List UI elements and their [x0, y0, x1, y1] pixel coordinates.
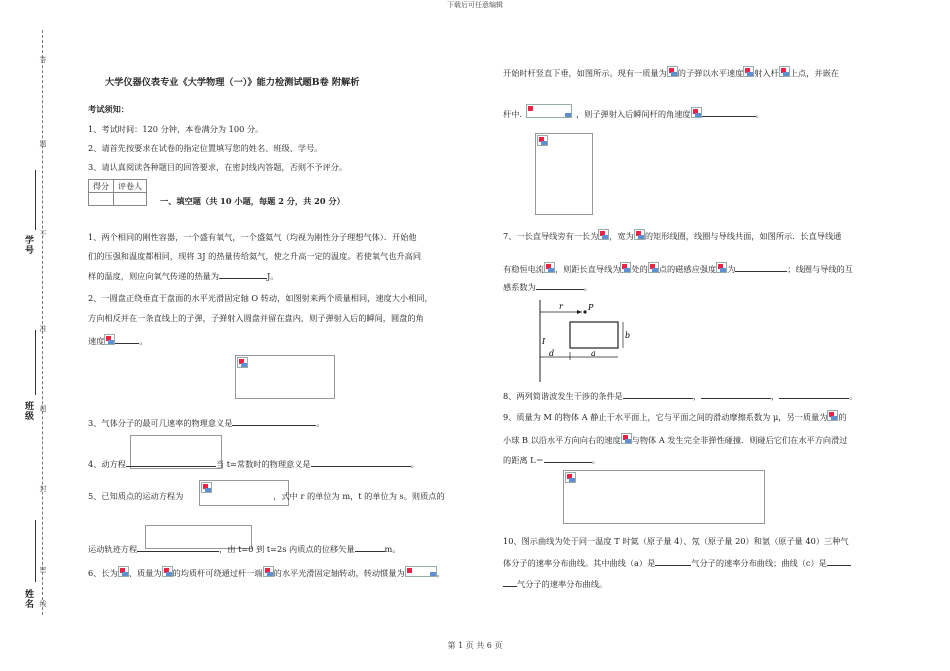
q6-text: ，: [436, 568, 445, 578]
wire-coil-diagram: [530, 300, 640, 382]
score-blank[interactable]: [89, 193, 114, 206]
q6-text: 的子弹以水平速度: [677, 68, 744, 78]
q9-text: 小球 B 以沿水平方向向右的速度: [503, 435, 621, 445]
binding-dashed-line: [42, 30, 43, 615]
q1-line: 们的压强和温度都相同，现将 3J 的热量传给氦气，使之升高一定的温度。若使氧气也升高同: [88, 251, 422, 261]
q3-answer-blank[interactable]: [232, 417, 316, 426]
notice-item: 2、请首先按要求在试卷的指定位置填写您的姓名、班级、学号。: [88, 143, 323, 153]
q1-text: 样的温度，则应向氧气传递的热量为: [88, 271, 220, 281]
label-b: b: [625, 331, 631, 340]
q9-line: [503, 410, 847, 423]
q6-text: ，则子弹射入后瞬间杆的角速度: [575, 109, 691, 119]
q5-line: [88, 491, 445, 502]
q5-displacement-blank[interactable]: [355, 543, 385, 552]
q6-line: [88, 566, 445, 579]
q5-trajectory-blank[interactable]: [137, 543, 219, 552]
q8-blank-2[interactable]: [701, 390, 771, 399]
formula-image-icon: [620, 262, 631, 273]
q6-text: 杆中.: [503, 109, 522, 119]
q7-text: ；线圈与导线的互: [787, 264, 853, 274]
margin-char: 线: [39, 600, 47, 608]
formula-image-icon: [743, 66, 754, 77]
margin-char: 准: [39, 325, 47, 333]
formula-image-icon: [691, 107, 702, 118]
label-d: d: [549, 349, 555, 358]
q10-blank-a[interactable]: [655, 557, 691, 566]
q8-sep: ，: [692, 391, 702, 401]
student-id-line: [35, 170, 36, 230]
q3-text: 3、气体分子的最可几速率的物理意义是: [88, 418, 233, 428]
grader-cell: 评卷人: [114, 180, 147, 193]
figure-placeholder: [535, 133, 593, 215]
margin-char: 封: [39, 485, 47, 493]
q5-mid: ，式中 r 的单位为 m，t 的单位为 s。则质点的: [273, 491, 445, 501]
formula-image-icon: [526, 104, 572, 118]
q5-line2-end: m。: [384, 544, 401, 554]
q7-text: 点的磁感应强度: [658, 264, 717, 274]
q7-text: 感系数为: [503, 282, 536, 292]
q9-text: 与物体 A 发生完全非弹性碰撞．则碰后它们在水平方向滑过: [631, 435, 848, 445]
q2-text: 速度: [88, 336, 105, 346]
q1-line: [88, 270, 279, 282]
grader-blank[interactable]: [114, 193, 147, 206]
q3-end: 。: [316, 418, 325, 428]
formula-image-icon: [827, 410, 838, 421]
label-i: I: [542, 337, 546, 346]
q10-text: 体分子的速率分布曲线。其中曲线（a）是: [503, 558, 656, 568]
q7-field-blank[interactable]: [735, 263, 787, 272]
q7-line3: [503, 281, 592, 293]
formula-image-icon: [104, 334, 115, 345]
q10-line: 10、图示曲线为处于同一温度 T 时氦（原子量 4）、氖（原子量 20）和氩（原子量 40）三种气: [503, 536, 849, 546]
formula-image-icon: [405, 566, 437, 577]
q6-text: 6、长为: [88, 568, 118, 578]
q6-text: 的水平光滑固定轴转动，转动惯量为: [273, 568, 405, 578]
q8-end: 。: [849, 391, 858, 401]
q5-line2: [88, 543, 401, 555]
score-table: [88, 179, 147, 206]
q3-line: [88, 417, 325, 429]
formula-image-icon: [263, 566, 274, 577]
formula-image-icon: [667, 66, 678, 77]
q7-text: ，则距长直导线为: [554, 264, 621, 274]
q6-answer-blank[interactable]: [702, 108, 756, 117]
coil-rect: [570, 322, 618, 348]
margin-char: 密: [39, 566, 47, 574]
formula-image-icon: [118, 566, 129, 577]
exam-title: 大学仪器仪表专业《大学物理（一）》能力检测试题B卷 附解析: [105, 77, 360, 88]
q6-text: 、质量为: [128, 568, 162, 578]
q2-answer-blank[interactable]: [115, 335, 139, 344]
q6-text: 。: [755, 109, 764, 119]
name-line: [35, 520, 36, 582]
q6-text: 开始时杆竖直下垂，如图所示。现有一质量为: [503, 68, 667, 78]
q6-cont-line: [503, 66, 839, 79]
q4-line: [88, 458, 419, 470]
q7-text: ，宽为: [609, 231, 634, 241]
q6-text: 射入杆: [754, 68, 779, 78]
formula-image-icon: [716, 262, 727, 273]
q4-end: 。: [410, 459, 419, 469]
margin-char: 答: [39, 56, 47, 64]
formula-image-icon: [779, 66, 790, 77]
figure-image-icon: [237, 357, 248, 368]
label-r: r: [559, 302, 563, 311]
score-cell: 得分: [89, 180, 114, 193]
q7-text: 。: [583, 282, 592, 292]
formula-image-icon: [621, 433, 632, 444]
formula-image-icon: [598, 229, 609, 240]
q8-line: [503, 390, 857, 402]
q9-text: 的距离 L＝: [503, 455, 544, 465]
q5-line2-start: 运动轨迹方程: [88, 544, 138, 554]
formula-image-icon: [544, 262, 555, 273]
q8-text: 8、两列简谐波发生干涉的条件是: [503, 391, 623, 401]
notice-item: 3、请认真阅读各种题目的回答要求，在密封线内答题，否则不予评分。: [88, 162, 348, 172]
q4-answer-blank[interactable]: [311, 458, 411, 467]
class-line: [35, 330, 36, 395]
margin-char: 不: [39, 230, 47, 238]
q9-line3: [503, 454, 600, 466]
class-label: 班级: [24, 402, 34, 422]
q7-inductance-blank[interactable]: [536, 281, 584, 290]
notice-item: 1、考试时间：120 分钟，本卷满分为 100 分。: [88, 124, 264, 134]
q10-line2: [503, 557, 851, 569]
page-footer: 第 1 页 共 6 页: [447, 641, 503, 650]
q6-text: 的均质杆可绕通过杆一端: [172, 568, 263, 578]
q4-start: 4、动方程: [88, 459, 126, 469]
q9-text: 的: [838, 412, 847, 422]
student-id-label: 学号: [24, 236, 34, 256]
figure-placeholder: [235, 355, 335, 399]
q7-text: 有稳恒电流: [503, 264, 544, 274]
figure-placeholder: [563, 470, 765, 524]
q1-end: J。: [267, 271, 279, 281]
margin-char: 题: [39, 140, 47, 148]
q9-text: 。: [591, 455, 600, 465]
q7-line2: [503, 262, 853, 275]
q8-blank-3[interactable]: [779, 390, 849, 399]
r-arrowhead: [577, 310, 582, 314]
q6-cont-line2: [503, 104, 764, 120]
section-title: 一、填空题（共 10 小题，每题 2 分，共 20 分）: [160, 196, 345, 206]
q10-blank-c-part[interactable]: [827, 557, 851, 566]
notice-heading: 考试须知：: [88, 104, 129, 114]
q4-mid: 当 t=常数时的物理意义是: [215, 459, 311, 469]
q2-end: 。: [139, 336, 148, 346]
q1-line: 1、两个相同的刚性容器，一个盛有氧气，一个盛氦气（均视为刚性分子理想气体）．开始他: [88, 232, 417, 242]
label-p: P: [588, 303, 594, 312]
figure-image-icon: [565, 472, 576, 483]
q10-line3: [503, 578, 607, 590]
figure-image-icon: [537, 135, 548, 146]
q10-text: 气分子的速率分布曲线；曲线（c）是: [691, 558, 827, 568]
q5-line2-mid: ，由 t=0 到 t=2s 内质点的位移矢量: [219, 544, 355, 554]
label-a: a: [591, 349, 596, 358]
q9-answer-blank[interactable]: [544, 454, 592, 463]
q7-text: 7、一长直导线旁有一长为: [503, 231, 599, 241]
q9-line2: [503, 433, 847, 446]
q2-line: 2、一圆盘正绕垂直于盘面的水平光滑固定轴 O 转动，如图射来两个质量相同，速度大小相同，: [88, 293, 433, 303]
q7-text: 处的: [631, 264, 648, 274]
header-note: 下载后可任意编辑: [447, 1, 503, 9]
q2-line: [88, 334, 148, 347]
q2-line: 方向相反并在一条直线上的子弹，子弹射入圆盘并留在盘内，则子弹射入后的瞬间，圆盘的角: [88, 313, 424, 323]
point-p: [583, 310, 586, 313]
q8-blank-1[interactable]: [623, 390, 693, 399]
q8-sep: ，: [771, 391, 780, 401]
formula-image-icon: [634, 229, 645, 240]
formula-image-icon: [162, 566, 173, 577]
q1-answer-blank[interactable]: [219, 270, 267, 279]
q4-equation-blank: [126, 458, 216, 467]
margin-char: 超: [39, 405, 47, 413]
formula-image-icon: [648, 262, 659, 273]
q7-text: 的矩形线圈，线圈与导线共面，如图所示．长直导线通: [644, 231, 842, 241]
name-label: 姓名: [24, 590, 34, 610]
q9-text: 9、质量为 M 的物体 A 静止于水平面上，它与平面之间的滑动摩擦系数为 μ，另一质量为: [503, 412, 828, 422]
q5-start: 5、已知质点的运动方程为: [88, 491, 184, 501]
q10-blank-c[interactable]: [503, 578, 517, 587]
q7-line: [503, 229, 841, 242]
q6-text: 上点，并嵌在: [789, 68, 839, 78]
q7-text: 为: [727, 264, 736, 274]
q10-end: 气分子的速率分布曲线。: [517, 579, 608, 589]
